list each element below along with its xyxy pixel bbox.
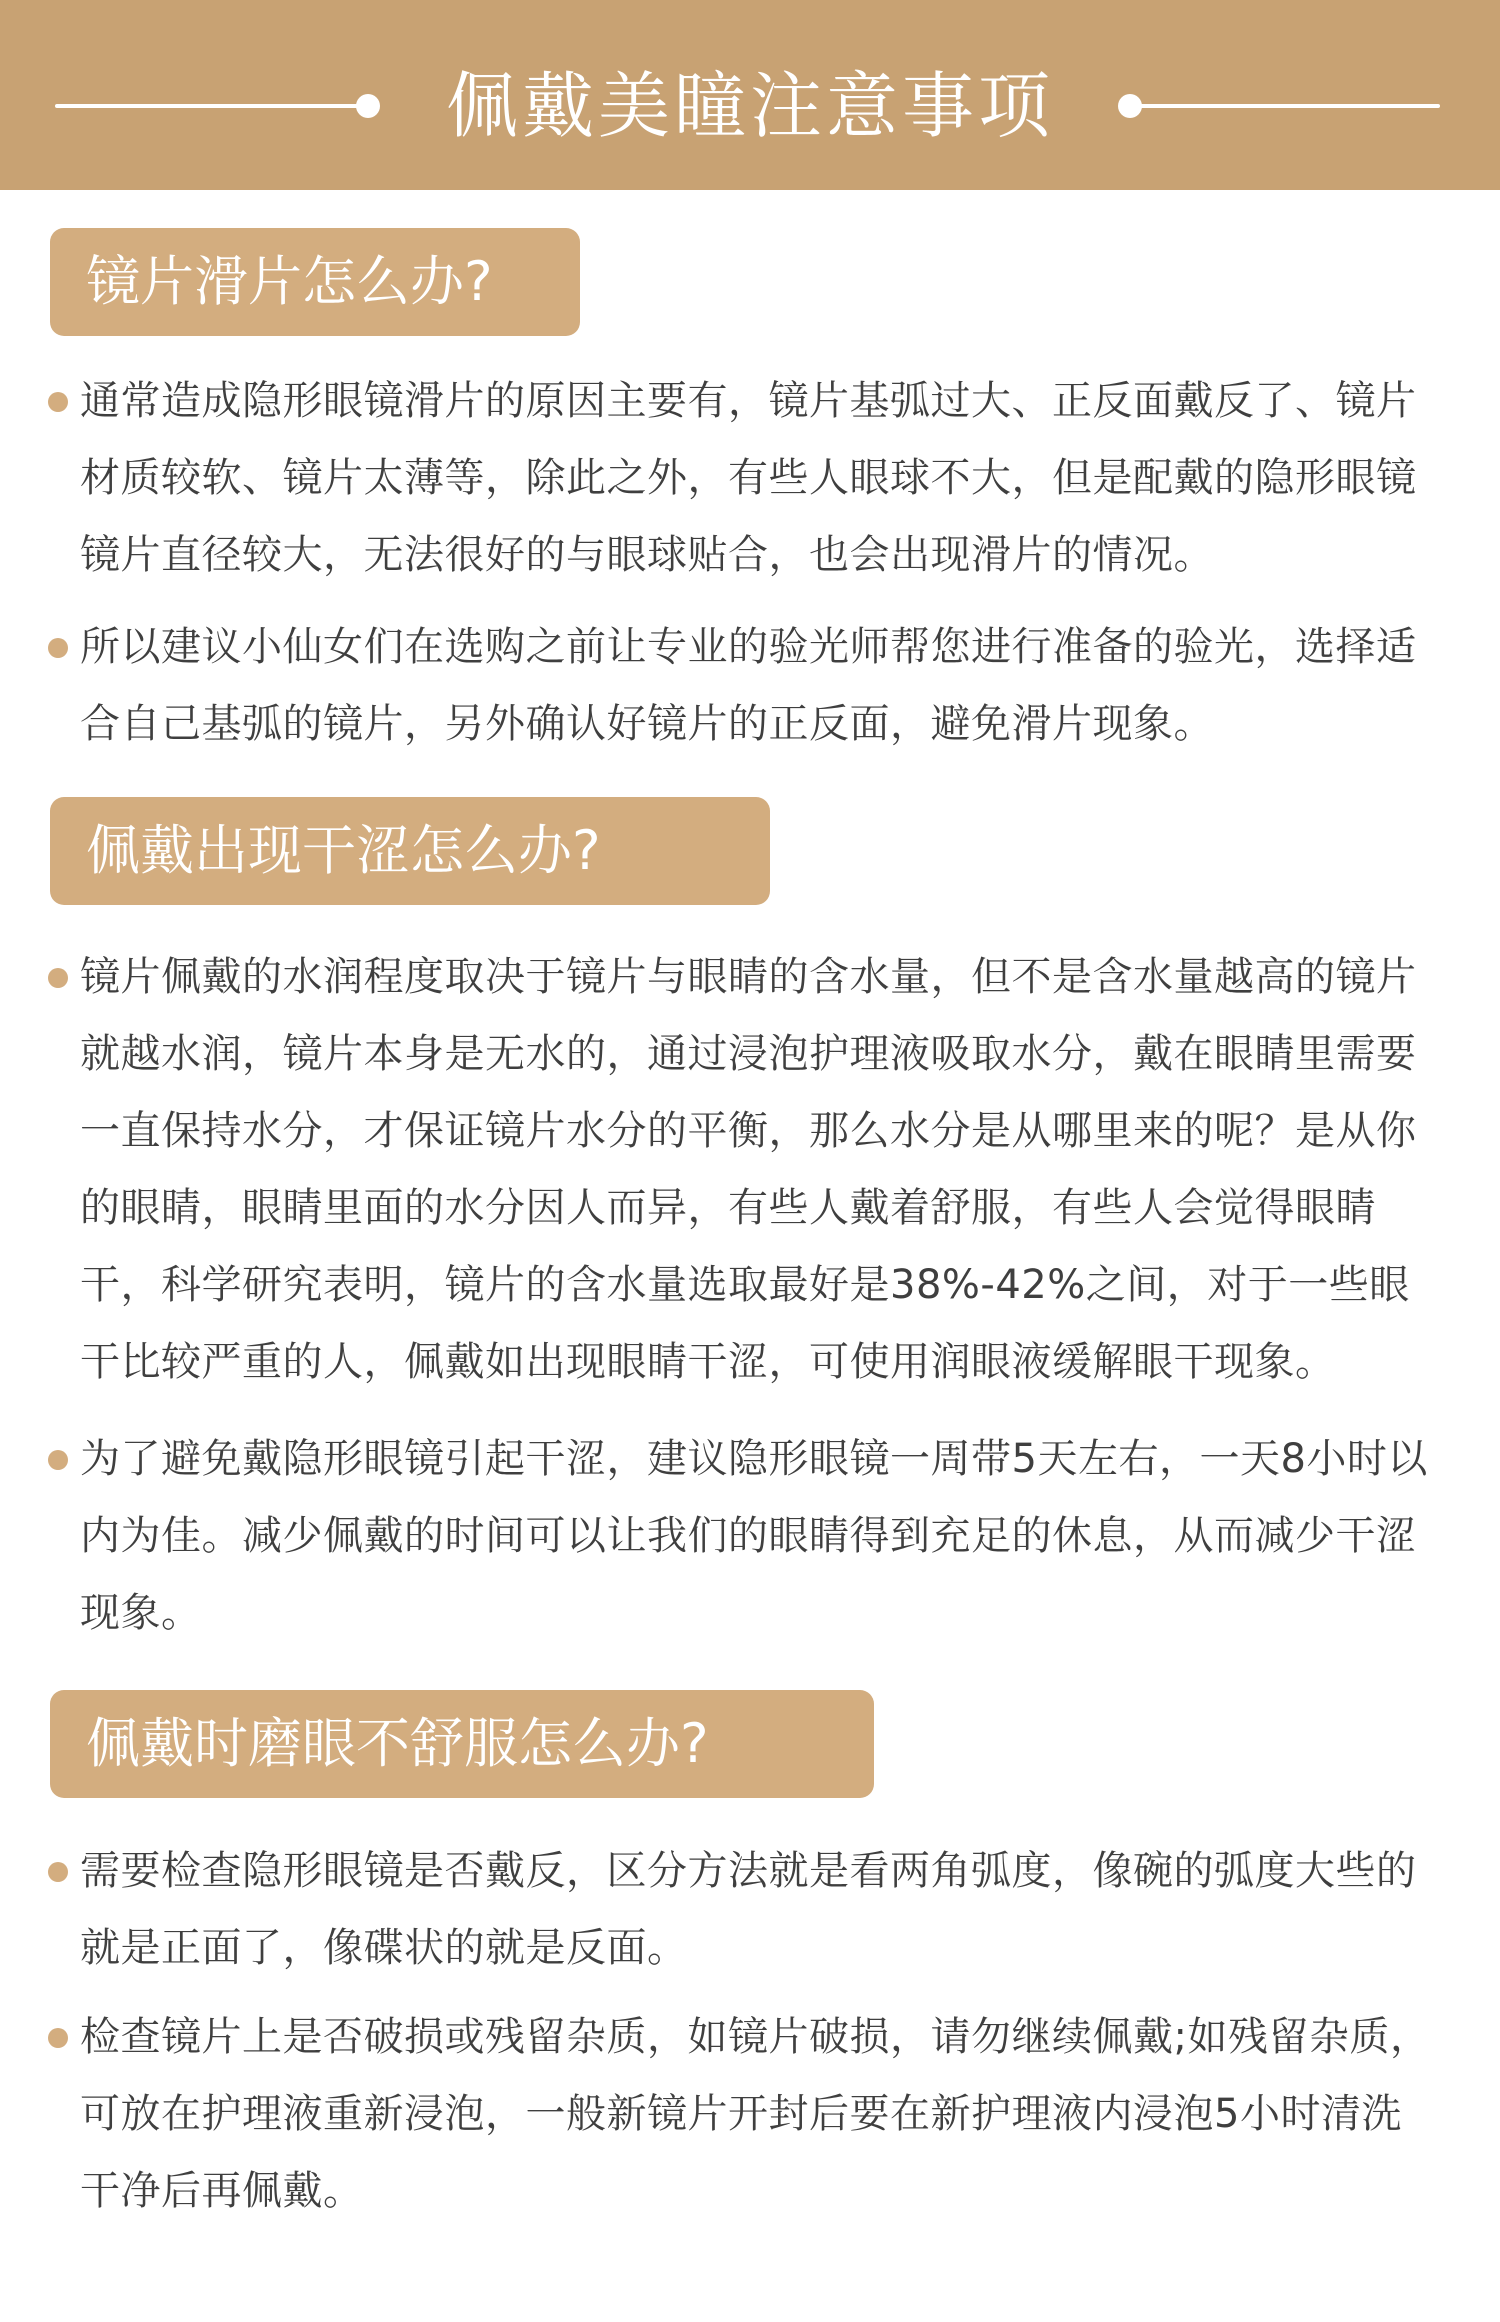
bullet-dot xyxy=(48,392,68,412)
paragraph: 镜片佩戴的水润程度取决于镜片与眼睛的含水量，但不是含水量越高的镜片就越水润，镜片本身是无水的，通过浸泡护理液吸取水分，戴在眼睛里需要一直保持水分，才保证镜片水分的平衡，那么水分是从哪里来的呢？是从你的眼睛，眼睛里面的水分因人而异，有些人戴着舒服，有些人会觉得眼睛干，科学研究表明，镜片的含水量选取最好是38%-42%之间，对于一些眼干比较严重的人，佩戴如出现眼睛干涩，可使用润眼液缓解眼干现象。 xyxy=(80,954,1417,1385)
section-heading-dryness: 佩戴出现干涩怎么办? xyxy=(50,797,770,905)
bullet-dot xyxy=(48,1862,68,1882)
section-heading-discomfort: 佩戴时磨眼不舒服怎么办? xyxy=(50,1690,874,1798)
bullet-dot xyxy=(48,2028,68,2048)
paragraph: 通常造成隐形眼镜滑片的原因主要有，镜片基弧过大、正反面戴反了、镜片材质较软、镜片太薄等，除此之外，有些人眼球不大，但是配戴的隐形眼镜镜片直径较大，无法很好的与眼球贴合，也会出现滑片的情况。 xyxy=(80,378,1417,578)
header-banner xyxy=(0,0,1500,190)
paragraph: 需要检查隐形眼镜是否戴反，区分方法就是看两角弧度，像碗的弧度大些的就是正面了，像碟状的就是反面。 xyxy=(80,1848,1417,1971)
page-title: 佩戴美瞳注意事项 xyxy=(445,64,1054,148)
paragraph: 所以建议小仙女们在选购之前让专业的验光师帮您进行准备的验光，选择适合自己基弧的镜片，另外确认好镜片的正反面，避免滑片现象。 xyxy=(80,624,1417,747)
bullet-dot xyxy=(48,638,68,658)
decorative-line-right xyxy=(1135,104,1440,108)
paragraph: 检查镜片上是否破损或残留杂质，如镜片破损，请勿继续佩戴;如残留杂质，可放在护理液重新浸泡，一般新镜片开封后要在新护理液内浸泡5小时清洗干净后再佩戴。 xyxy=(80,2014,1431,2214)
paragraph: 为了避免戴隐形眼镜引起干涩，建议隐形眼镜一周带5天左右，一天8小时以内为佳。减少佩戴的时间可以让我们的眼睛得到充足的休息，从而减少干涩现象。 xyxy=(80,1436,1428,1636)
bullet-dot xyxy=(48,968,68,988)
section-heading-slipping: 镜片滑片怎么办? xyxy=(50,228,580,336)
bullet-dot xyxy=(48,1450,68,1470)
